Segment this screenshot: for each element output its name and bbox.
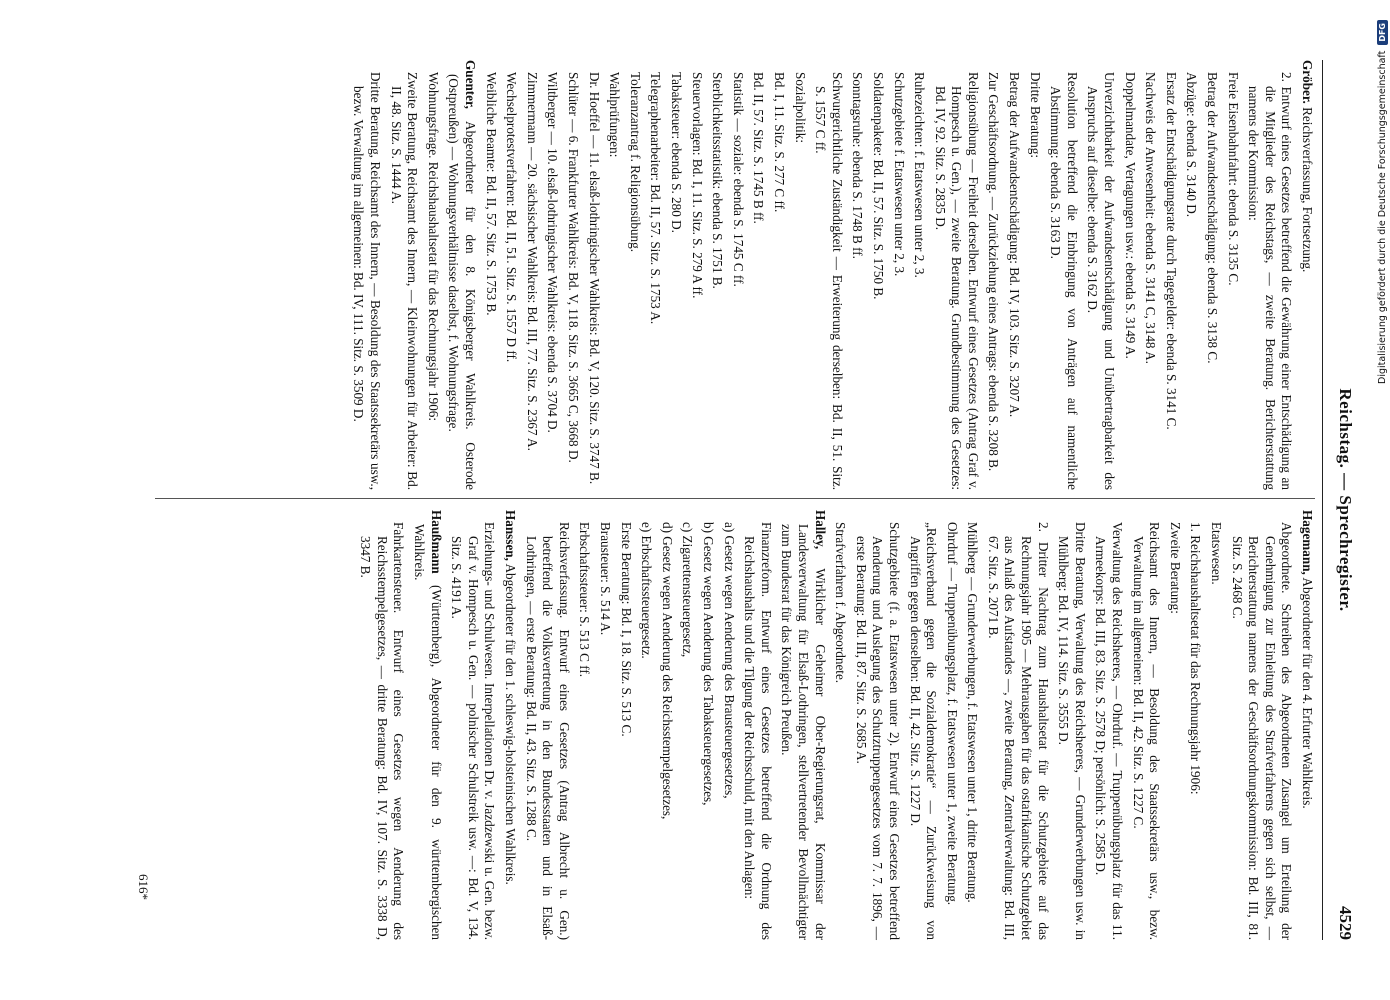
register-entry bbox=[357, 510, 407, 940]
register-entry bbox=[750, 60, 767, 490]
register-entry bbox=[1129, 510, 1162, 940]
entry-text: Zimmermann — 20. sächsischer Wahlkreis: Bd. III, 77. Sitz. S. 2367 A. bbox=[524, 72, 540, 451]
register-entry bbox=[1224, 60, 1241, 490]
entry-text: Wechselprotestverfahren: Bd. II, 51. Sitz. S. 1557 D ff. bbox=[504, 72, 520, 363]
entry-text: Ruhezeichten: f. Etatswesen unter 2, 3. bbox=[912, 72, 928, 278]
register-entry bbox=[832, 510, 849, 940]
entry-text: Sonntagsruhe: ebenda S. 1748 B ff. bbox=[850, 72, 866, 259]
register-entry bbox=[1092, 510, 1125, 940]
entry-text: c) Zigarettensteuergesetz, bbox=[680, 522, 696, 658]
register-entry bbox=[1207, 510, 1224, 940]
register-entry bbox=[1228, 510, 1294, 940]
register-entry bbox=[1084, 60, 1117, 490]
entry-text: Reichsverfassung, Fortsetzung. bbox=[1300, 107, 1315, 273]
register-entry bbox=[1166, 510, 1183, 940]
register-entry bbox=[699, 510, 716, 940]
speaker-name: Haußmann bbox=[428, 510, 444, 574]
register-entry bbox=[911, 60, 928, 490]
page-title: Reichstag. — Sprechregister. bbox=[1336, 388, 1355, 612]
entry-text: Soldatenpakete: Bd. II, 57. Sitz. S. 1750 B. bbox=[870, 72, 886, 300]
entry-text: 2. Entwurf eines Gesetzes betreffend die Gewährung einer Entschädigung an die Mitglieder des Reichstags, — zweite Beratung. Berichterstattung namens der Kommission: bbox=[1246, 72, 1295, 490]
register-entry bbox=[667, 60, 684, 490]
register-entry bbox=[709, 60, 726, 490]
right-column bbox=[135, 510, 1315, 940]
entry-text: Ohrdruf — Truppenübungsplatz, f. Etatswesen unter 1, zweite Beratung. bbox=[944, 522, 960, 906]
entry-text: Schutzgebiete (f. a. Etatswesen unter 2). Entwurf eines Gesetzes betreffend Aenderung und Auslegung des Schutztruppengesetzes vom 7. 7. 1896, — erste Beratung: Bd. III, 87. Sitz. S. 2685 A. bbox=[853, 522, 902, 940]
register-entry bbox=[906, 510, 939, 940]
entry-text: Resolution betreffend die Einbringung von Anträgen auf namentliche Abstimmung: ebenda S. 3163 D. bbox=[1048, 72, 1080, 490]
register-entry bbox=[849, 60, 866, 490]
register-entry bbox=[448, 510, 498, 940]
register-entry bbox=[852, 510, 902, 940]
entry-text: Doppelmandate, Vertagungen usw.: ebenda S. 3149 A. bbox=[1122, 72, 1138, 359]
entry-text: Verwaltung des Reichsheeres, — Ohrdruf. — Truppenübungsplatz für das 11. Armeekorps: Bd. III, 83. Sitz. S. 2578 D; persönlich: S. 2585 D. bbox=[1093, 522, 1126, 940]
register-entry bbox=[890, 60, 907, 490]
register-entry bbox=[626, 60, 643, 490]
digitization-text: Digitalisierung gefördert durch die Deutsche Forschungsgemeinschaft bbox=[1376, 50, 1388, 384]
register-entry bbox=[729, 60, 746, 490]
entry-text: Betrag der Aufwandsentschädigung: Bd. IV, 103. Sitz. S. 3207 A. bbox=[1007, 72, 1023, 418]
entry-text: Schwurgerichtliche Zuständigkeit — Erweiterung derselben: Bd. II, 51. Sitz. S. 1557 C ff. bbox=[813, 72, 845, 490]
column-divider bbox=[155, 498, 1315, 499]
entry-text: d) Gesetz wegen Aenderung des Reichsstempelgesetzes, bbox=[659, 522, 675, 820]
speaker-name: Guenter, bbox=[463, 60, 479, 109]
entry-text: Steuervorlagen: Bd. I, 11. Sitz. S. 279 A ff. bbox=[689, 72, 705, 299]
entry-text: Toleranzantrag f. Religionsübung. bbox=[627, 72, 643, 252]
register-entry bbox=[1162, 60, 1179, 490]
entry-text: Wohnungsfrage. Reichshaushaltsetat für das Rechnungsjahr 1906: bbox=[425, 72, 441, 422]
page-number: 4529 bbox=[1336, 906, 1355, 940]
entry-text: Brausteuer: S. 514 A. bbox=[598, 522, 614, 636]
header-rule bbox=[1322, 60, 1323, 940]
entry-text: Abgeordneter für den 4. Erfurter Wahlkreis. bbox=[1300, 577, 1315, 809]
register-entry bbox=[1203, 60, 1220, 490]
register-entry bbox=[544, 60, 561, 490]
register-entry bbox=[964, 510, 981, 940]
register-entry bbox=[647, 60, 664, 490]
register-entry bbox=[688, 60, 705, 490]
entry-text: Erbschaftssteuer: S. 513 C ff. bbox=[577, 522, 593, 678]
entry-text: Abgeordneter für den 1. schleswig-holsteinischen Wahlkreis. bbox=[503, 563, 519, 885]
register-entry bbox=[482, 60, 499, 490]
entry-text: Fahrkartensteuer. Entwurf eines Gesetzes wegen Aenderung des Reichsstempelgesetzes, — dritte Beratung: Bd. IV, 107. Sitz. S. 3338 D, 3347 B. bbox=[358, 522, 407, 940]
register-entry bbox=[791, 60, 808, 490]
entry-text: Weibliche Beamte: Bd. II, 57. Sitz. S. 1753 B. bbox=[483, 72, 499, 316]
register-entry bbox=[1183, 60, 1200, 490]
register-entry bbox=[1047, 60, 1080, 490]
register-entry bbox=[606, 60, 623, 490]
entry-text: Religionsübung — Freiheit derselben. Entwurf eines Gesetzes (Antrag Graf v. Hompesch u. Gen.), — zweite Beratung. Grundbestimmung des Gesetzes: Bd. IV, 92. Sitz. S. 2835 D. bbox=[932, 72, 981, 490]
entry-text: Mühlberg — Grunderwerbungen, f. Etatswesen unter 1, dritte Beratung. bbox=[965, 522, 981, 903]
register-entry bbox=[387, 60, 420, 490]
register-entry bbox=[770, 60, 787, 490]
register-entry bbox=[585, 60, 602, 490]
register-entry bbox=[658, 510, 675, 940]
register-entry bbox=[411, 510, 444, 940]
entry-text: Telegraphenarbeiter: Bd. II, 57. Sitz. S. 1753 A. bbox=[648, 72, 664, 325]
register-entry bbox=[1142, 60, 1159, 490]
entry-text: Wiltberger — 10. elsaß-lothringischer Wahlkreis: ebenda S. 3704 D. bbox=[545, 72, 561, 433]
entry-text: Reichsamt des Innern, — Besoldung des Staatssekretärs usw., bezw. Verwaltung im allgemeinen: Bd. II, 42. Sitz. S. 1227 C. bbox=[1130, 522, 1163, 940]
sheet-signature: 616* bbox=[136, 874, 151, 900]
digitization-note bbox=[1358, 20, 1388, 980]
register-entry bbox=[445, 60, 478, 490]
register-entry bbox=[1298, 60, 1315, 490]
register-entry bbox=[984, 510, 1050, 940]
entry-text: Sterblichkeitsstatistik: ebenda S. 1751 B. bbox=[710, 72, 726, 289]
entry-text: Dritte Beratung: bbox=[1027, 72, 1043, 159]
entry-text: Schutzgebiete f. Etatswesen unter 2, 3. bbox=[891, 72, 907, 277]
entry-text: Wirklicher Geheimer Ober-Regierungsrat, Kommissar der Landesverwaltung für Elsaß-Lothringen, stellvertretender Bevollmächtigter zum Bundesrat für das Königreich Preußen. bbox=[779, 524, 828, 940]
register-entry bbox=[931, 60, 981, 490]
entry-text: Unverzichtbarkeit der Aufwandsentschädigung und Unübertragbarkeit des Anspruchs auf dieselbe: ebenda S. 3162 D. bbox=[1085, 72, 1118, 490]
register-entry bbox=[1245, 60, 1295, 490]
speaker-name: Gröber. bbox=[1300, 60, 1315, 104]
entry-text: Schlüter — 6. Frankfurter Wahlkreis: Bd. V, 118. Sitz. S. 3665 C, 3668 D. bbox=[566, 72, 582, 463]
register-entry bbox=[778, 510, 828, 940]
entry-text: Dritte Beratung, Verwaltung des Reichsheeres, — Grunderwerbungen usw. in Mühlberg: Bd. IV, 114. Sitz. S. 3555 D. bbox=[1056, 522, 1088, 940]
register-entry bbox=[741, 510, 774, 940]
entry-text: Zweite Beratung: bbox=[1167, 522, 1183, 614]
rotated-register-page bbox=[93, 20, 1383, 980]
entry-text: Etatswesen. bbox=[1209, 522, 1225, 585]
register-entry bbox=[1298, 510, 1315, 940]
entry-text: Dritte Beratung, Reichsamt des Innern, — Besoldung des Staatssekretärs usw., bezw. Verwaltung im allgemeinen: Bd. IV, 111. Sitz. S. 3509 D. bbox=[351, 72, 384, 490]
register-entry bbox=[503, 60, 520, 490]
entry-text: Zweite Beratung, Reichsamt des Innern, — Kleinwohnungen für Arbeiter: Bd. II, 48. Sitz. S. 1444 A. bbox=[388, 72, 421, 490]
register-entry bbox=[1187, 510, 1204, 940]
register-entry bbox=[424, 60, 441, 490]
entry-text: e) Erbschaftssteuergesetz. bbox=[639, 522, 655, 659]
register-entry bbox=[812, 60, 845, 490]
register-entry bbox=[501, 510, 518, 940]
register-entry bbox=[679, 510, 696, 940]
entry-text: Freie Eisenbahnfahrt: ebenda S. 3135 C. bbox=[1225, 72, 1241, 286]
entry-text: „Reichsverband gegen die Sozialdemokratie“ — Zurückweisung von Angriffen gegen denselben: Bd. II, 42. Sitz. S. 1227 D. bbox=[907, 522, 940, 940]
entry-text: Ersatz der Entschädigungsrate durch Tagegelder: ebenda S. 3141 C. bbox=[1163, 72, 1179, 430]
entry-text: Erste Beratung: Bd. I, 18. Sitz. S. 513 C. bbox=[618, 522, 634, 737]
entry-text: Reichsverfassung. Entwurf eines Gesetzes (Antrag Albrecht u. Gen.) betreffend die Volksvertretung in den Bundesstaaten und in Elsaß-Lothringen, — erste Beratung: Bd. II, 43. Sitz. S. 1288 C. bbox=[523, 522, 572, 940]
entry-text: a) Gesetz wegen Aenderung des Brausteuergesetzes, bbox=[721, 522, 737, 799]
entry-text: Statistik — soziale: ebenda S. 1745 C ff. bbox=[730, 72, 746, 287]
register-entry bbox=[596, 510, 613, 940]
dfg-logo: DFG bbox=[1377, 20, 1388, 45]
entry-text: 1. Reichshaushaltsetat für das Rechnungsjahr 1906: bbox=[1188, 522, 1204, 795]
register-entry bbox=[1006, 60, 1023, 490]
entry-text: Sozialpolitik: bbox=[792, 72, 808, 144]
entry-text: Bd. II, 57. Sitz. S. 1745 B ff. bbox=[751, 72, 767, 224]
entry-text: Finanzreform. Entwurf eines Gesetzes betreffend die Ordnung des Reichshaushalts und die Tilgung der Reichsschuld, mit den Anlagen: bbox=[742, 522, 774, 940]
entry-text: Tabaksteuer: ebenda S. 280 D. bbox=[669, 72, 684, 233]
speaker-name: Hagemann, bbox=[1300, 510, 1315, 575]
page-header bbox=[1327, 60, 1355, 940]
entry-text: b) Gesetz wegen Aenderung des Tabaksteuergesetzes, bbox=[701, 522, 716, 806]
entry-text: Erziehungs- und Schulwesen. Interpellationen Dr. v. Jazdzewski u. Gen. bezw. Graf v. Hompesch u. Gen. — polnischer Schulstreik usw. —: Bd. V, 134. Sitz. S. 4191 A. bbox=[449, 522, 498, 940]
left-column bbox=[135, 60, 1315, 490]
register-entry bbox=[869, 60, 886, 490]
register-entry bbox=[350, 60, 383, 490]
entry-text: Abgeordneter für den 8. Königsberger Wahlkreis. Osterode (Ostpreußen) — Wohnungsverhältnisse daselbst, f. Wohnungsfrage. bbox=[446, 74, 479, 490]
entry-text: Betrag der Aufwandsentschädigung: ebenda S. 3138 C. bbox=[1205, 72, 1221, 364]
register-entry bbox=[617, 510, 634, 940]
entry-text: Bd. I, 11. Sitz. S. 277 C ff. bbox=[771, 72, 787, 213]
speaker-name: Hanssen, bbox=[503, 510, 519, 561]
entry-text: Dr. Hoeffel — 11. elsaß-lothringischer Wahlkreis: Bd. V, 120. Sitz. S. 3747 B. bbox=[586, 72, 602, 485]
entry-text: Abzüge: ebenda S. 3140 D. bbox=[1184, 72, 1200, 218]
entry-text: (Württemberg), Abgeordneter für den 9. württembergischen Wahlkreis. bbox=[412, 524, 444, 941]
register-entry bbox=[564, 60, 581, 490]
register-entry bbox=[522, 510, 572, 940]
speaker-name: Halley, bbox=[812, 510, 828, 550]
register-entry bbox=[1055, 510, 1088, 940]
register-entry bbox=[1026, 60, 1043, 490]
entry-text: Wahlprüfungen: bbox=[607, 72, 623, 158]
register-entry bbox=[523, 60, 540, 490]
entry-text: Nachweis der Anwesenheit: ebenda S. 3141 C, 3148 A. bbox=[1143, 72, 1159, 364]
register-entry bbox=[985, 60, 1002, 490]
entry-text: Zur Geschäftsordnung. — Zurückziehung eines Antrags: ebenda S. 3208 B. bbox=[986, 72, 1002, 472]
register-entry bbox=[720, 510, 737, 940]
register-entry bbox=[576, 510, 593, 940]
entry-text: Strafverfahren f. Abgeordnete. bbox=[833, 522, 849, 684]
register-entry bbox=[638, 510, 655, 940]
register-entry bbox=[1121, 60, 1138, 490]
entry-text: Abgeordnete. Schreiben des Abgeordneten Zusangel um Erteilung der Genehmigung zur Einleitung des Strafverfahrens gegen sich selbst, — Berichterstattung namens der Geschäftsordnungskommission: Bd. III, 81. Sitz. S. 2468 C. bbox=[1229, 522, 1295, 940]
entry-text: 2. Dritter Nachtrag zum Haushaltsetat für die Schutzgebiete auf das Rechnungsjahr 1905 — Mehrausgaben für das ostafrikanische Schutzgebiet aus Anlaß des Aufstandes —, zweite Beratung, Zentralverwaltung: Bd. III, 67. Sitz. S. 2071 B. bbox=[985, 522, 1051, 940]
register-entry bbox=[943, 510, 960, 940]
